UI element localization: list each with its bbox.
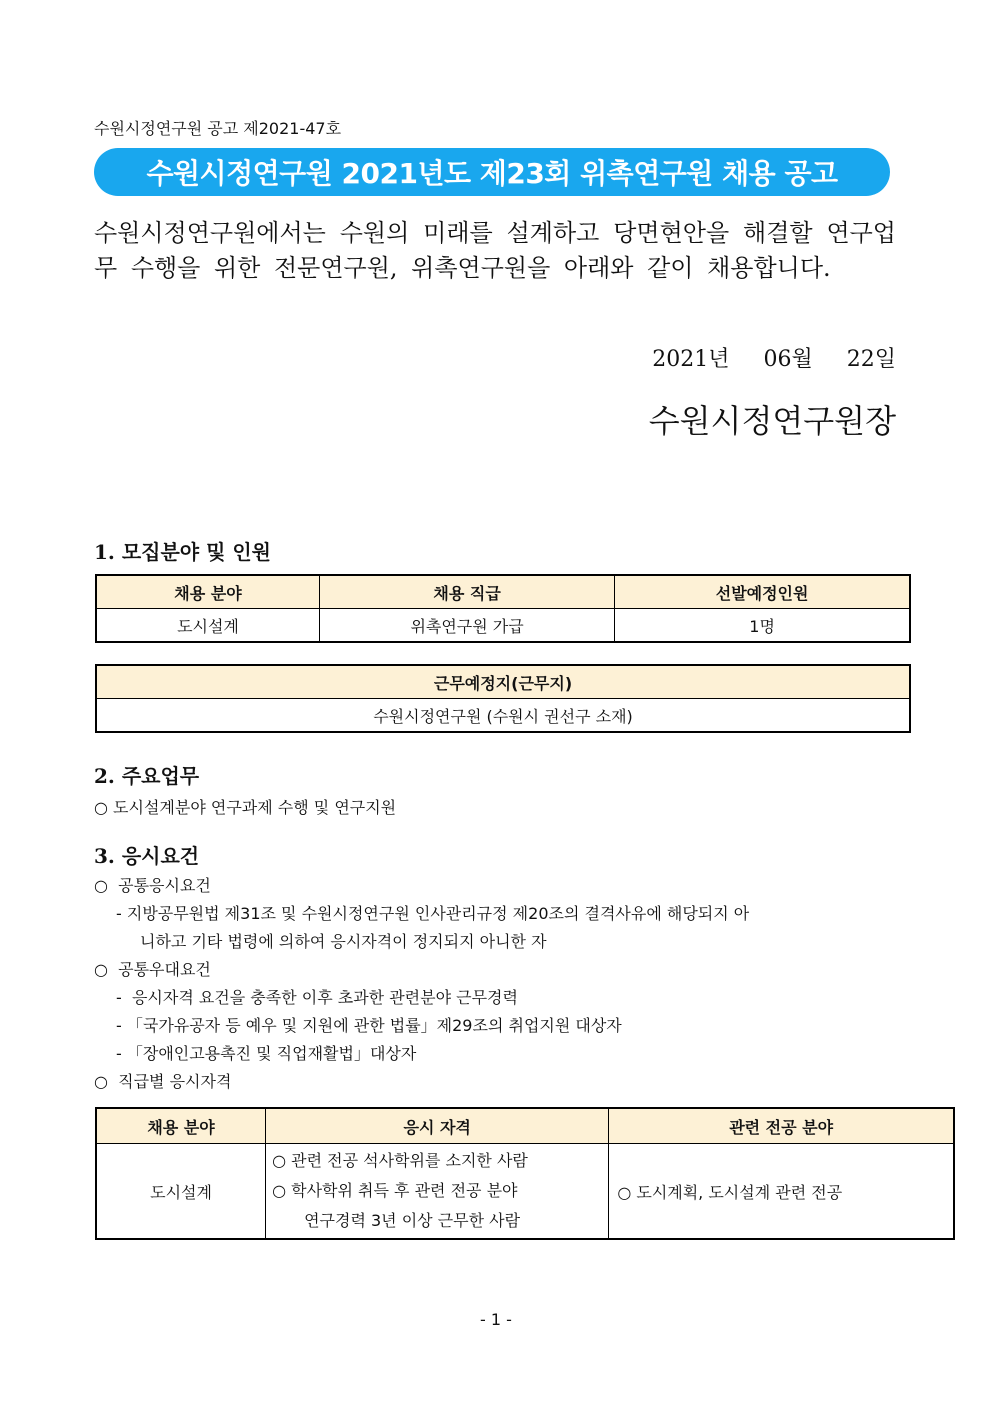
table-header-row	[96, 575, 910, 609]
page-number: - 1 -	[480, 1310, 512, 1329]
signer-name: 수원시정연구원장	[648, 402, 896, 440]
common-req-title: ○ 공통응시요건	[94, 876, 211, 895]
table-header-cell: 채용 직급	[319, 575, 614, 609]
qualification-line: 연구경력 3년 이상 근무한 사람	[304, 1211, 521, 1230]
table-cell: 위촉연구원 가급	[319, 609, 614, 643]
workplace-table	[95, 664, 911, 733]
announcement-date: 2021년 06월 22일	[652, 347, 896, 372]
table-header-cell: 선발예정인원	[615, 575, 910, 609]
table-header-row	[96, 1108, 954, 1144]
table-cell: 도시설계	[96, 609, 319, 643]
common-req-line: 니하고 기타 법령에 의하여 응시자격이 정지되지 아니한 자	[140, 932, 547, 951]
table-cell: 도시설계	[96, 1144, 266, 1240]
table-cell: 수원시정연구원 (수원시 권선구 소재)	[96, 699, 910, 733]
pref-item: - 「장애인고용촉진 및 직업재활법」대상자	[116, 1044, 417, 1063]
common-req-line: - 지방공무원법 제31조 및 수원시정연구원 인사관리규정 제20조의 결격사유에 해당되지 아	[116, 904, 750, 923]
table-row	[96, 1144, 954, 1240]
grade-title: ○ 직급별 응시자격	[94, 1072, 232, 1091]
pref-title: ○ 공통우대요건	[94, 960, 211, 979]
section2-title: 2. 주요업무	[94, 764, 200, 788]
section1-title: 1. 모집분야 및 인원	[94, 540, 272, 564]
qualification-table	[95, 1107, 955, 1240]
table-cell: 1명	[615, 609, 910, 643]
table-row	[96, 609, 910, 643]
table-cell: ○ 도시계획, 도시설계 관련 전공	[609, 1144, 954, 1240]
qualification-line: ○ 학사학위 취득 후 관련 전공 분야	[272, 1181, 518, 1200]
qualification-line: ○ 관련 전공 석사학위를 소지한 사람	[272, 1151, 528, 1170]
table-header-cell: 채용 분야	[96, 1108, 266, 1144]
title-banner	[94, 148, 890, 196]
table-header-cell: 근무예정지(근무지)	[96, 665, 910, 699]
intro-paragraph: 수원시정연구원에서는 수원의 미래를 설계하고 당면현안을 해결할 연구업무 수행을 위한 전문연구원, 위촉연구원을 아래와 같이 채용합니다.	[94, 219, 896, 282]
pref-item: - 「국가유공자 등 예우 및 지원에 관한 법률」제29조의 취업지원 대상자	[116, 1016, 622, 1035]
table-header-cell: 관련 전공 분야	[609, 1108, 954, 1144]
pref-item: - 응시자격 요건을 충족한 이후 초과한 관련분야 근무경력	[116, 988, 518, 1007]
requirements-block	[94, 872, 914, 1096]
duty-item: ○ 도시설계분야 연구과제 수행 및 연구지원	[94, 798, 397, 817]
notice-number: 수원시정연구원 공고 제2021-47호	[94, 119, 342, 138]
table-header-row	[96, 665, 910, 699]
table-row	[96, 699, 910, 733]
recruitment-table	[95, 574, 911, 643]
qualification-cell	[266, 1144, 609, 1240]
page-title: 수원시정연구원 2021년도 제23회 위촉연구원 채용 공고	[146, 157, 838, 190]
table-header-cell: 채용 분야	[96, 575, 319, 609]
table-header-cell: 응시 자격	[266, 1108, 609, 1144]
section3-title: 3. 응시요건	[94, 844, 200, 868]
